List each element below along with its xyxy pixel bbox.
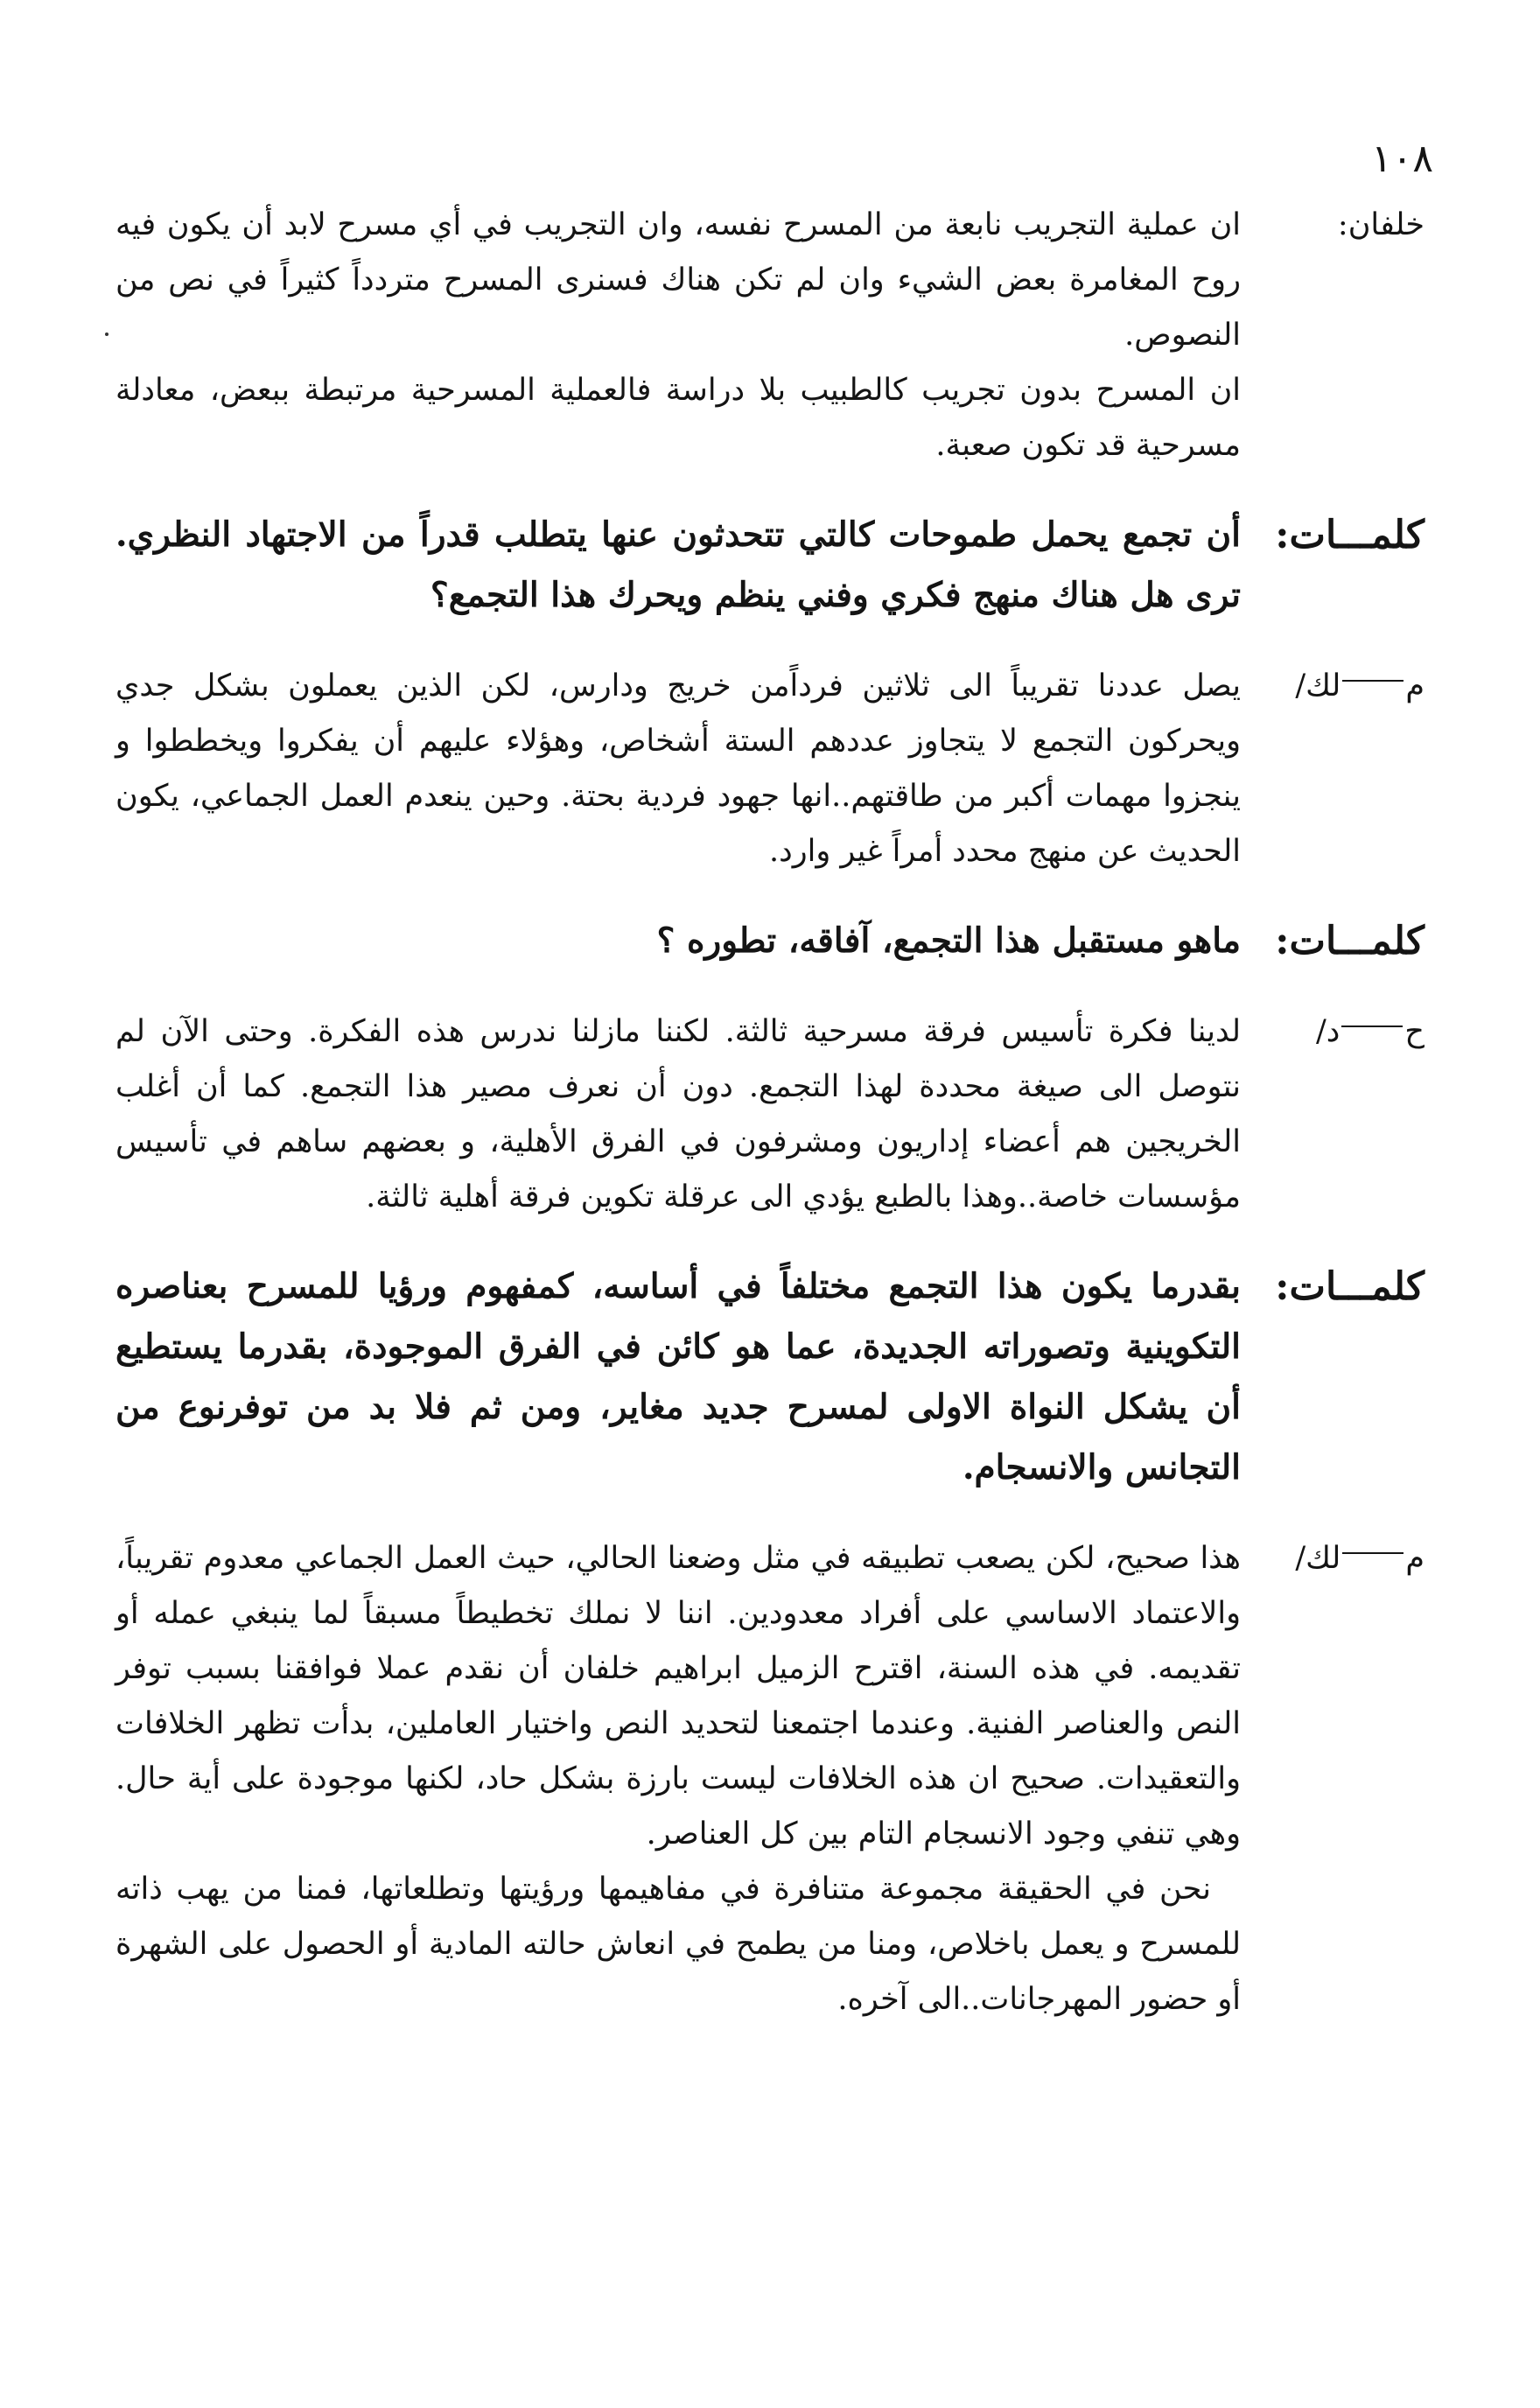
speaker-name: كلمـــات: <box>1275 919 1424 963</box>
answer-text <box>116 198 1241 473</box>
question-text <box>116 1256 1241 1498</box>
speaker-initial: م <box>1405 668 1424 704</box>
speaker-dash <box>1342 680 1404 682</box>
interview-content <box>116 198 1424 2027</box>
page-number: ١٠٨ <box>1371 136 1433 181</box>
speaker-initial: م <box>1405 1541 1424 1576</box>
print-speck <box>105 332 108 336</box>
speaker-tail: د/ <box>1316 1014 1340 1049</box>
answer-text <box>116 1004 1241 1225</box>
speaker-label <box>1241 198 1424 253</box>
paragraph: نحن في الحقيقة مجموعة متنافرة في مفاهيمها ورؤيتها وتطلعاتها، فمنا من يهب ذاته للمسرح و يعمل باخلاص، ومنا من يطمح في انعاش حالته المادية أو الحصول على الشهرة أو حضور المهرجانات..الى آخره. <box>116 1872 1241 2017</box>
answer-block <box>116 1531 1424 2027</box>
speaker-name: كلمـــات: <box>1275 1264 1424 1309</box>
answer-block <box>116 1004 1424 1225</box>
question-text <box>116 505 1241 626</box>
speaker-initial: ح <box>1404 1014 1424 1049</box>
question-block <box>116 911 1424 971</box>
paragraph: يصل عددنا تقريباً الى ثلاثين فرداًمن خريج ودارس، لكن الذين يعملون بشكل جدي ويحركون التجمع لا يتجاوز عددهم الستة أشخاص، وهؤلاء عليهم أن يفكروا ويخططوا و ينجزوا مهمات أكبر من طاقتهم..انها جهود فردية بحتة. وحين ينعدم العمل الجماعي، يكون الحديث عن منهج محدد أمراً غير وارد. <box>116 668 1241 869</box>
paragraph: ان المسرح بدون تجريب كالطبيب بلا دراسة فالعملية المسرحية مرتبطة ببعض، معادلة مسرحية قد تكون صعبة. <box>116 373 1241 463</box>
speaker-tail: لك/ <box>1295 668 1341 704</box>
speaker-dash <box>1341 1026 1403 1027</box>
paragraph: هذا صحيح، لكن يصعب تطبيقه في مثل وضعنا الحالي، حيث العمل الجماعي معدوم تقريباً، والاعتماد الاساسي على أفراد معدودين. اننا لا نملك تخطيطاً مسبقاً لما ينبغي عمله أو تقديمه. في هذه السنة، اقترح الزميل ابراهيم خلفان أن نقدم عملا فوافقنا بسبب توفر النص والعناصر الفنية. وعندما اجتمعنا لتحديد النص واختيار العاملين، بدأت تظهر الخلافات والتعقيدات. صحيح ان هذه الخلافات ليست بارزة بشكل حاد، لكنها موجودة على أية حال. وهي تنفي وجود الانسجام التام بين كل العناصر. <box>116 1541 1241 1852</box>
paragraph: ماهو مستقبل هذا التجمع، آفاقه، تطوره ؟ <box>656 920 1241 961</box>
paragraph: أن تجمع يحمل طموحات كالتي تتحدثون عنها يتطلب قدراً من الاجتهاد النظري. ترى هل هناك منهج فكري وفني ينظم ويحرك هذا التجمع؟ <box>116 514 1241 615</box>
question-block <box>116 505 1424 626</box>
answer-block <box>116 659 1424 879</box>
answer-block <box>116 198 1424 473</box>
answer-text <box>116 659 1241 879</box>
speaker-dash <box>1342 1552 1404 1554</box>
speaker-label <box>1241 659 1424 714</box>
speaker-name: خلفان: <box>1337 207 1424 242</box>
speaker-label <box>1241 1004 1424 1060</box>
question-block <box>116 1256 1424 1498</box>
paragraph: ان عملية التجريب نابعة من المسرح نفسه، وان التجريب في أي مسرح لابد أن يكون فيه روح المغامرة بعض الشيء وان لم تكن هناك فسنرى المسرح متردداً كثيراً في نص من النصوص. <box>116 207 1241 353</box>
speaker-label <box>1241 911 1424 971</box>
speaker-label <box>1241 1531 1424 1586</box>
speaker-label <box>1241 505 1424 565</box>
paragraph: لدينا فكرة تأسيس فرقة مسرحية ثالثة. لكننا مازلنا ندرس هذه الفكرة. وحتى الآن لم نتوصل الى صيغة محددة لهذا التجمع. دون أن نعرف مصير هذا التجمع. كما أن أغلب الخريجين هم أعضاء إداريون ومشرفون في الفرق الأهلية، و بعضهم ساهم في تأسيس مؤسسات خاصة..وهذا بالطبع يؤدي الى عرقلة تكوين فرقة أهلية ثالثة. <box>116 1014 1241 1214</box>
speaker-name: كلمـــات: <box>1275 513 1424 557</box>
speaker-tail: لك/ <box>1295 1541 1341 1576</box>
paragraph: بقدرما يكون هذا التجمع مختلفاً في أساسه، كمفهوم ورؤيا للمسرح بعناصره التكوينية وتصوراته الجديدة، عما هو كائن في الفرق الموجودة، بقدرما يستطيع أن يشكل النواة الاولى لمسرح جديد مغاير، ومن ثم فلا بد من توفرنوع من التجانس والانسجام. <box>116 1266 1241 1488</box>
answer-text <box>116 1531 1241 2027</box>
speaker-label <box>1241 1256 1424 1317</box>
question-text <box>116 911 1241 971</box>
